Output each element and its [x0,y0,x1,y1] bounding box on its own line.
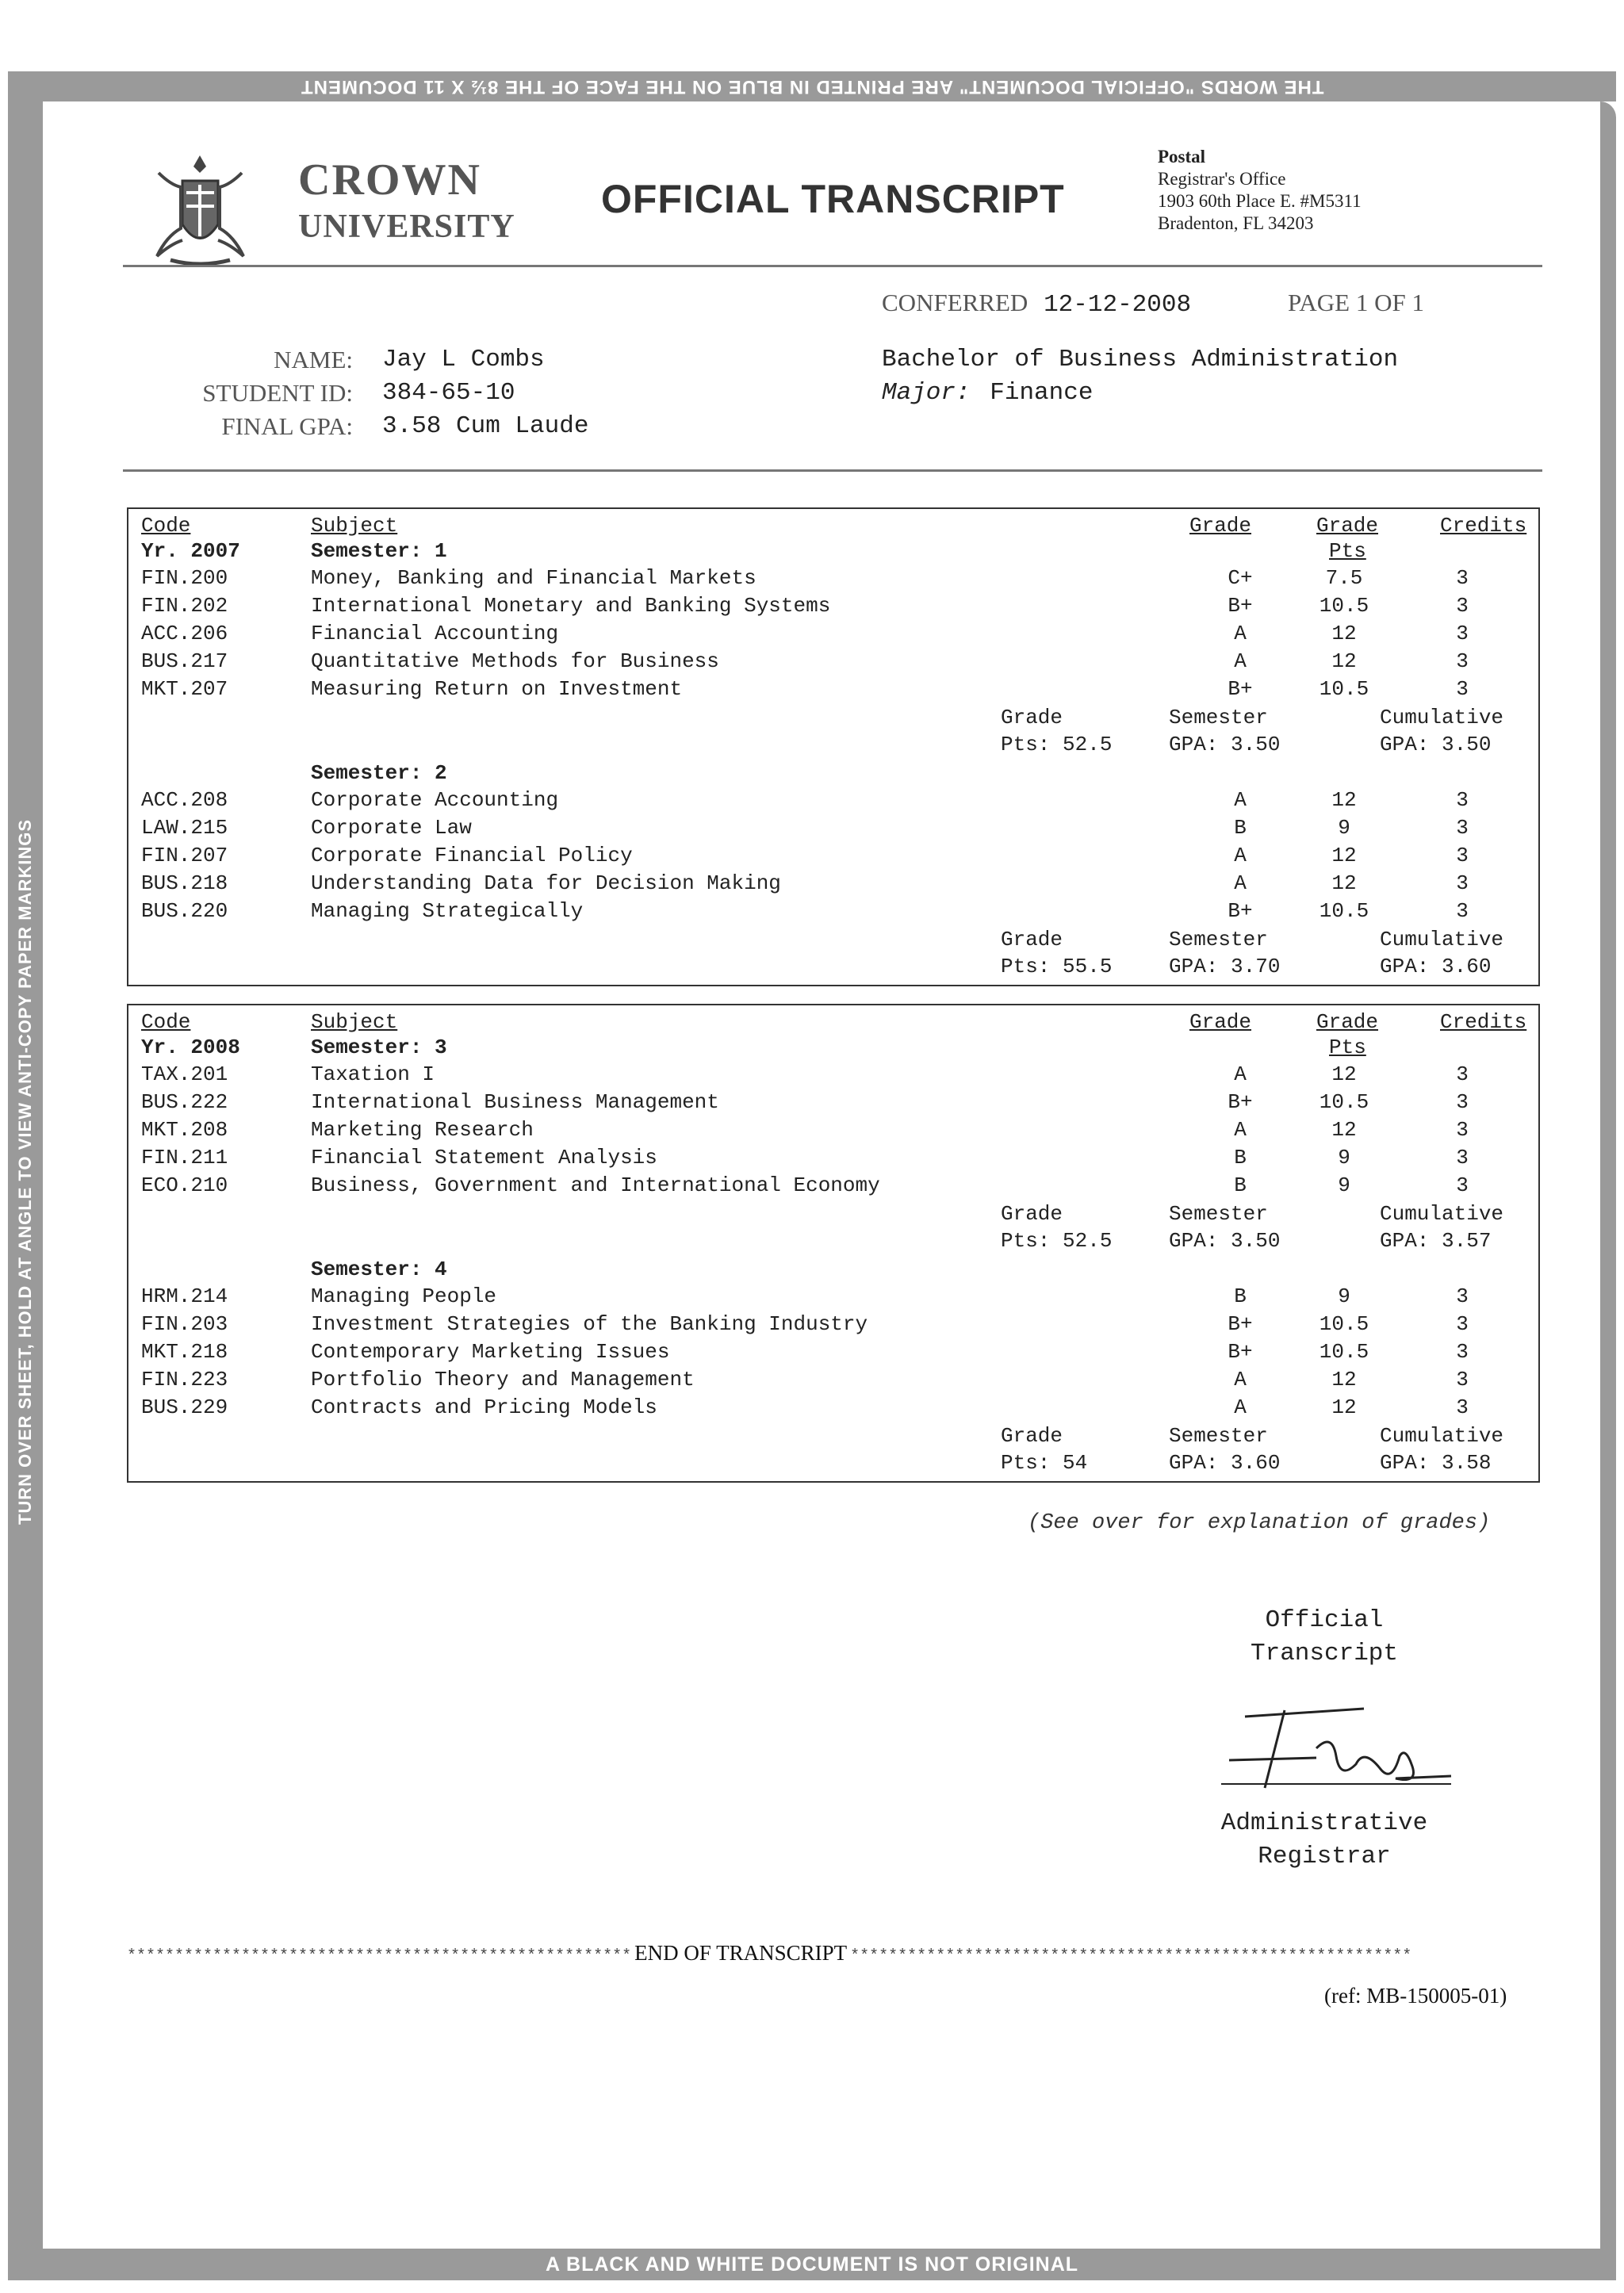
right-frame [1600,101,1616,2249]
col-header-subject: Subject [311,514,398,538]
semester-gpa: GPA: 3.50 [1169,733,1281,756]
course-credits: 3 [1456,649,1469,673]
cumulative-gpa: GPA: 3.50 [1380,733,1492,756]
course-grade-pts: 9 [1338,1284,1350,1308]
course-grade-pts: 10.5 [1319,1312,1369,1336]
conferred-line [882,289,1191,319]
stamp-line1: Official [1265,1606,1384,1634]
course-code: ACC.206 [141,622,228,645]
course-grade: A [1234,1118,1247,1142]
course-subject: Quantitative Methods for Business [311,649,719,673]
course-code: FIN.200 [141,566,228,590]
cumulative-gpa-label: Cumulative [1380,1424,1504,1448]
course-grade: A [1234,622,1247,645]
course-credits: 3 [1456,816,1469,840]
course-subject: Portfolio Theory and Management [311,1368,695,1391]
course-grade-pts: 10.5 [1319,594,1369,618]
course-credits: 3 [1456,1395,1469,1419]
course-subject: International Monetary and Banking Systems [311,594,831,618]
top-security-banner [8,71,1616,101]
course-subject: Corporate Law [311,816,472,840]
course-subject: Financial Statement Analysis [311,1146,657,1169]
course-credits: 3 [1456,899,1469,923]
course-grade-pts: 10.5 [1319,899,1369,923]
course-subject: Financial Accounting [311,622,559,645]
stars-right: *********************************************************** [850,1947,1412,1966]
reference-number: (ref: MB-150005-01) [1324,1984,1507,2008]
course-grade-pts: 10.5 [1319,1340,1369,1364]
conferred-label: CONFERRED [882,289,1028,316]
course-subject: Managing People [311,1284,497,1308]
stamp-line2: Transcript [1250,1640,1399,1667]
course-subject: Contracts and Pricing Models [311,1395,657,1419]
course-code: TAX.201 [141,1062,228,1086]
student-id: 384-65-10 [382,379,515,407]
stars-left: ***************************************************** [127,1947,632,1966]
grade-pts-label: Grade [1001,1424,1063,1448]
course-subject: Money, Banking and Financial Markets [311,566,756,590]
top-banner-text: THE WORDS "OFFICIAL DOCUMENT" ARE PRINTED IN BLUE ON THE FACE OF THE 8½ X 11 DOCUMENT [300,76,1324,98]
course-grade: B+ [1228,1340,1253,1364]
col-header-credits: Credits [1440,514,1527,538]
course-subject: Corporate Accounting [311,788,559,812]
year-panel-2007 [127,507,1540,986]
cumulative-gpa-label: Cumulative [1380,706,1504,729]
signer-title-line2: Registrar [1258,1843,1391,1870]
course-grade: B [1234,1146,1247,1169]
course-grade-pts: 12 [1331,1395,1357,1419]
cumulative-gpa: GPA: 3.57 [1380,1229,1492,1253]
course-grade: B [1234,816,1247,840]
grade-pts-total: Pts: 52.5 [1001,1229,1113,1253]
col-header-grade-pts: Grade [1316,1010,1379,1034]
course-grade-pts: 10.5 [1319,1090,1369,1114]
course-grade: B+ [1228,677,1253,701]
course-code: FIN.203 [141,1312,228,1336]
course-grade-pts: 12 [1331,1118,1357,1142]
course-credits: 3 [1456,871,1469,895]
course-grade: B [1234,1173,1247,1197]
col-header-subject: Subject [311,1010,398,1034]
course-grade: A [1234,788,1247,812]
course-grade: B+ [1228,899,1253,923]
course-code: BUS.222 [141,1090,228,1114]
course-subject: Managing Strategically [311,899,584,923]
course-grade-pts: 7.5 [1325,566,1363,590]
course-credits: 3 [1456,1368,1469,1391]
major-label: Major: [882,379,971,407]
course-credits: 3 [1456,1146,1469,1169]
grade-pts-label: Grade [1001,928,1063,951]
course-grade: B [1234,1284,1247,1308]
course-grade: A [1234,649,1247,673]
cumulative-gpa-label: Cumulative [1380,1202,1504,1226]
left-security-banner [8,101,43,2249]
student-id-label: STUDENT ID: [202,379,353,407]
document-title: OFFICIAL TRANSCRIPT [601,177,1065,221]
year-label: Yr. 2008 [141,1035,240,1059]
course-credits: 3 [1456,1062,1469,1086]
course-subject: Investment Strategies of the Banking Industry [311,1312,868,1336]
registrar-signature [1197,1701,1459,1804]
col-header-credits: Credits [1440,1010,1527,1034]
grades-explanation-note: (See over for explanation of grades) [1028,1511,1491,1535]
end-of-transcript-line [127,1941,1546,1966]
col-header-pts: Pts [1329,1035,1366,1059]
course-credits: 3 [1456,1118,1469,1142]
course-grade: A [1234,871,1247,895]
semester-label: Semester: 3 [311,1035,447,1059]
semester-gpa-label: Semester [1169,1202,1268,1226]
course-code: BUS.218 [141,871,228,895]
course-subject: Measuring Return on Investment [311,677,683,701]
left-banner-text: TURN OVER SHEET, HOLD AT ANGLE TO VIEW ANTI-COPY PAPER MARKINGS [15,818,35,1525]
course-code: HRM.214 [141,1284,228,1308]
course-grade-pts: 9 [1338,1173,1350,1197]
course-subject: Taxation I [311,1062,435,1086]
course-code: MKT.208 [141,1118,228,1142]
semester-gpa: GPA: 3.50 [1169,1229,1281,1253]
course-grade: A [1234,844,1247,867]
course-subject: Marketing Research [311,1118,534,1142]
course-grade-pts: 12 [1331,788,1357,812]
course-credits: 3 [1456,566,1469,590]
course-subject: Corporate Financial Policy [311,844,633,867]
course-grade-pts: 12 [1331,649,1357,673]
header-divider [123,265,1542,267]
page-indicator: PAGE 1 OF 1 [1288,289,1424,316]
course-credits: 3 [1456,594,1469,618]
semester-gpa: GPA: 3.60 [1169,1451,1281,1475]
address-line3: Bradenton, FL 34203 [1158,213,1314,233]
course-grade-pts: 12 [1331,622,1357,645]
course-code: ACC.208 [141,788,228,812]
cumulative-gpa: GPA: 3.60 [1380,955,1492,978]
semester-label: Semester: 4 [311,1258,447,1281]
course-credits: 3 [1456,622,1469,645]
course-code: BUS.229 [141,1395,228,1419]
course-grade: A [1234,1368,1247,1391]
course-code: MKT.218 [141,1340,228,1364]
university-crest-icon [151,149,250,268]
cumulative-gpa: GPA: 3.58 [1380,1451,1492,1475]
course-grade-pts: 12 [1331,1368,1357,1391]
year-panel-2008 [127,1004,1540,1483]
course-grade-pts: 10.5 [1319,677,1369,701]
end-of-transcript: END OF TRANSCRIPT [634,1941,848,1965]
col-header-grade: Grade [1189,1010,1252,1034]
major-line [882,379,1093,407]
course-grade: B+ [1228,1312,1253,1336]
semester-gpa-label: Semester [1169,928,1268,951]
col-header-code: Code [141,514,191,538]
course-credits: 3 [1456,1312,1469,1336]
address-line2: 1903 60th Place E. #M5311 [1158,191,1362,211]
semester-label: Semester: 2 [311,761,447,785]
name-label: NAME: [274,346,353,373]
degree: Bachelor of Business Administration [882,346,1399,373]
col-header-pts: Pts [1329,539,1366,563]
semester-gpa-label: Semester [1169,1424,1268,1448]
grade-pts-label: Grade [1001,1202,1063,1226]
conferred-date: 12-12-2008 [1044,291,1192,319]
col-header-grade: Grade [1189,514,1252,538]
course-code: ECO.210 [141,1173,228,1197]
course-code: FIN.202 [141,594,228,618]
course-grade: A [1234,1062,1247,1086]
course-grade-pts: 12 [1331,1062,1357,1086]
cumulative-gpa-label: Cumulative [1380,928,1504,951]
course-code: MKT.207 [141,677,228,701]
course-grade: C+ [1228,566,1253,590]
semester-gpa-label: Semester [1169,706,1268,729]
university-name-line1: CROWN [298,155,481,205]
course-credits: 3 [1456,1090,1469,1114]
grade-pts-label: Grade [1001,706,1063,729]
course-subject: Contemporary Marketing Issues [311,1340,670,1364]
grade-pts-total: Pts: 52.5 [1001,733,1113,756]
course-code: LAW.215 [141,816,228,840]
address-heading: Postal [1158,147,1206,167]
course-code: FIN.207 [141,844,228,867]
course-subject: Business, Government and International Economy [311,1173,880,1197]
course-grade-pts: 9 [1338,816,1350,840]
major-value: Finance [990,379,1094,407]
course-grade: B+ [1228,594,1253,618]
semester-gpa: GPA: 3.70 [1169,955,1281,978]
course-grade-pts: 9 [1338,1146,1350,1169]
final-gpa: 3.58 Cum Laude [382,412,589,440]
course-subject: Understanding Data for Decision Making [311,871,781,895]
signer-title-line1: Administrative [1220,1809,1428,1837]
bottom-security-banner: A BLACK AND WHITE DOCUMENT IS NOT ORIGINAL [8,2249,1616,2280]
course-credits: 3 [1456,844,1469,867]
address-line1: Registrar's Office [1158,169,1286,189]
course-credits: 3 [1456,1284,1469,1308]
course-credits: 3 [1456,677,1469,701]
university-name-line2: UNIVERSITY [298,209,515,245]
course-credits: 3 [1456,1173,1469,1197]
course-subject: International Business Management [311,1090,719,1114]
semester-label: Semester: 1 [311,539,447,563]
course-code: FIN.223 [141,1368,228,1391]
course-code: BUS.220 [141,899,228,923]
col-header-code: Code [141,1010,191,1034]
grade-pts-total: Pts: 55.5 [1001,955,1113,978]
year-label: Yr. 2007 [141,539,240,563]
course-credits: 3 [1456,788,1469,812]
course-code: BUS.217 [141,649,228,673]
info-divider [123,469,1542,472]
course-grade-pts: 12 [1331,871,1357,895]
course-code: FIN.211 [141,1146,228,1169]
course-grade: A [1234,1395,1247,1419]
student-name: Jay L Combs [382,346,545,373]
course-credits: 3 [1456,1340,1469,1364]
grade-pts-total: Pts: 54 [1001,1451,1088,1475]
course-grade: B+ [1228,1090,1253,1114]
final-gpa-label: FINAL GPA: [221,412,353,440]
course-grade-pts: 12 [1331,844,1357,867]
col-header-grade-pts: Grade [1316,514,1379,538]
